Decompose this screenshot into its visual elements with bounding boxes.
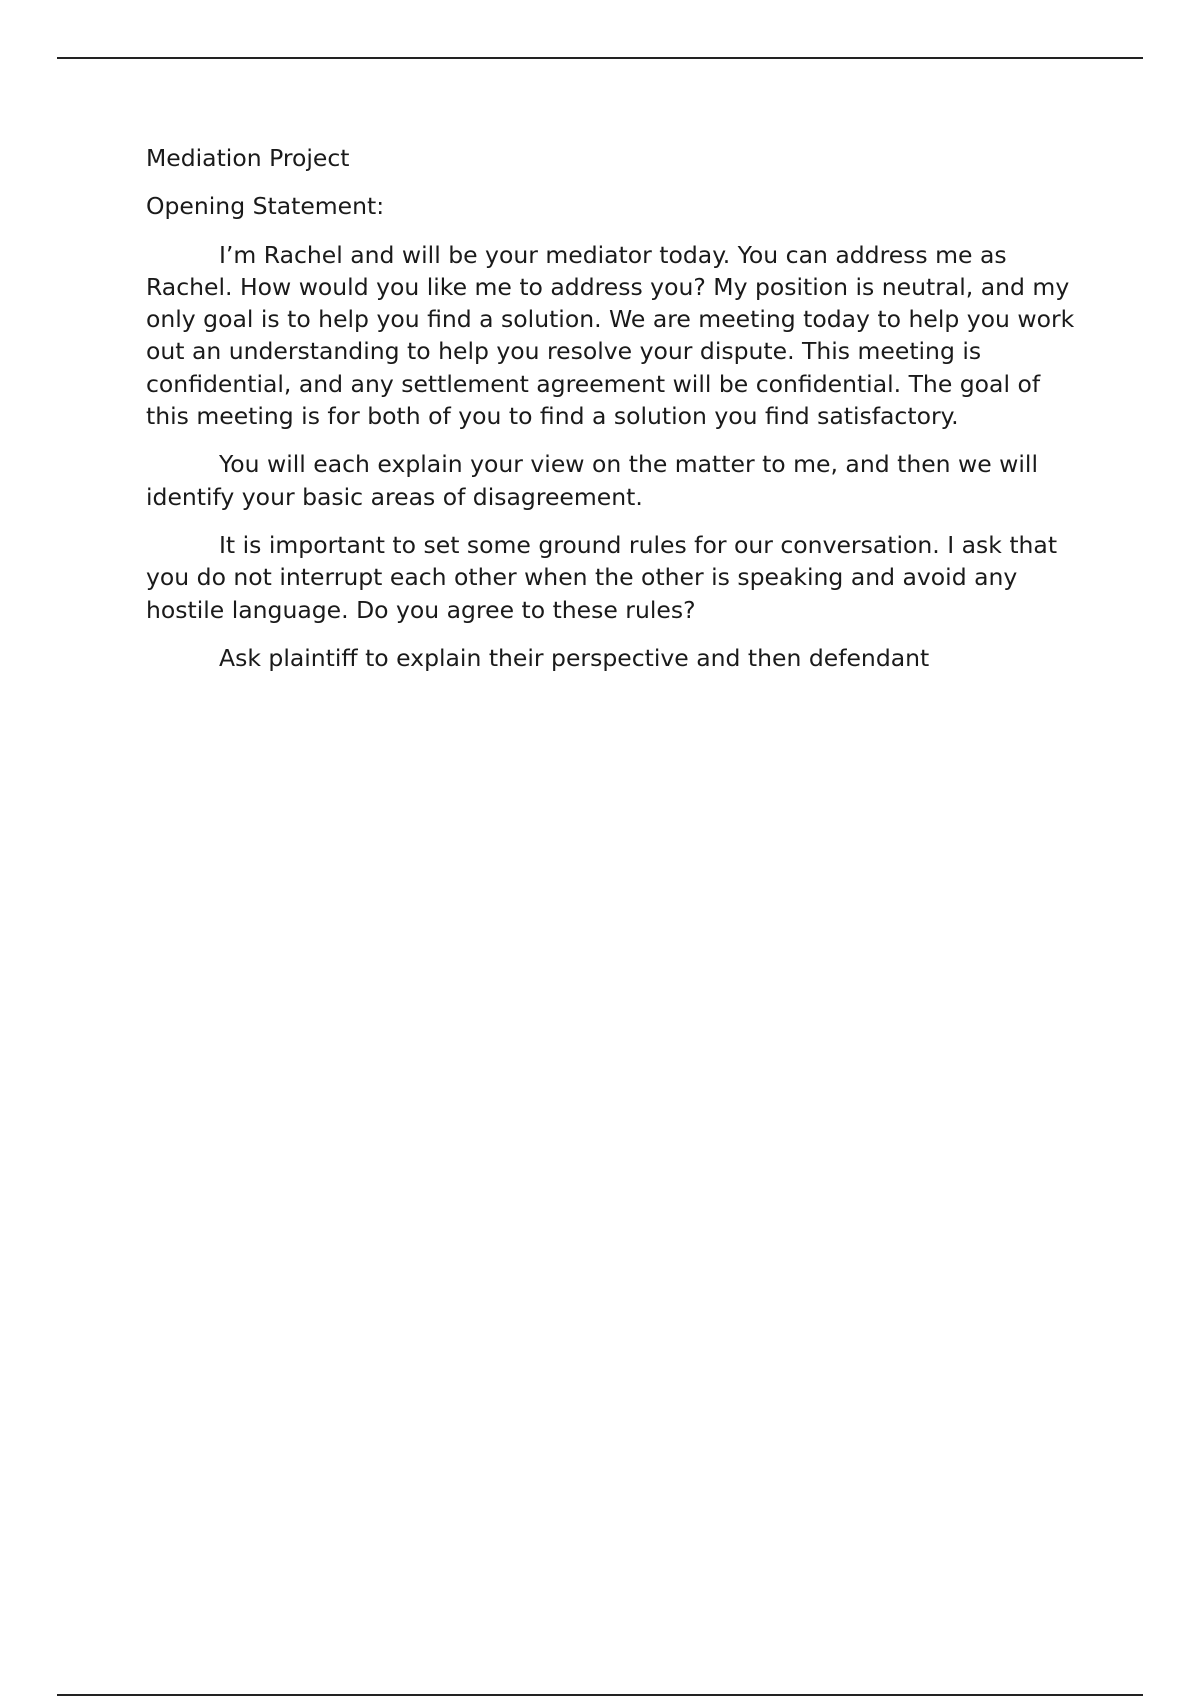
footer-rule xyxy=(57,1694,1143,1696)
body-paragraph: Ask plaintiff to explain their perspective and then defendant xyxy=(219,643,930,672)
section-heading: Opening Statement: xyxy=(146,192,385,221)
header-rule xyxy=(57,57,1143,59)
body-paragraph: It is important to set some ground rules for our conversation. I ask that you do not interrupt each other when the other is speaking and avoid any hostile language. Do you agree to these rules? xyxy=(146,530,1058,624)
document-body xyxy=(146,142,1086,690)
body-paragraph: I’m Rachel and will be your mediator today. You can address me as Rachel. How would you like me to address you? My position is neutral, and my only goal is to help you find a solution. We are meeting today to help you work out an understanding to help you resolve your dispute. This meeting is confidential, and any settlement agreement will be confidential. The goal of this meeting is for both of you to find a solution you find satisfactory. xyxy=(146,240,1075,431)
body-paragraph: You will each explain your view on the matter to me, and then we will identify your basic areas of disagreement. xyxy=(146,450,1038,511)
document-title: Mediation Project xyxy=(146,144,350,172)
